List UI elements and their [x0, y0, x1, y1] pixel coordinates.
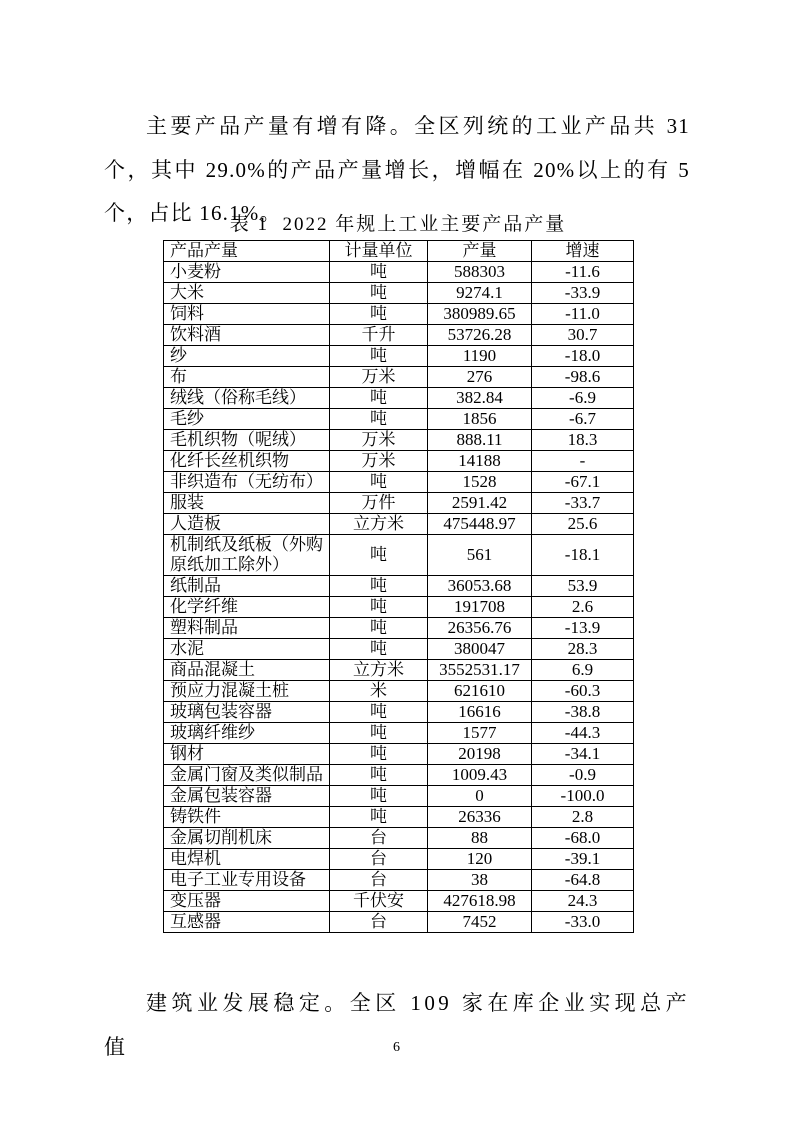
growth-cell: -34.1: [532, 744, 634, 765]
table-row: [164, 472, 634, 493]
unit-cell: 吨: [330, 576, 428, 597]
table-row: [164, 451, 634, 472]
growth-cell: 2.6: [532, 597, 634, 618]
growth-cell: -6.9: [532, 388, 634, 409]
output-cell: 2591.42: [428, 493, 532, 514]
unit-cell: 立方米: [330, 660, 428, 681]
growth-cell: -64.8: [532, 870, 634, 891]
table-header-row: [164, 241, 634, 262]
unit-cell: 台: [330, 912, 428, 933]
table-row: [164, 576, 634, 597]
table-row: [164, 535, 634, 576]
growth-cell: -44.3: [532, 723, 634, 744]
output-cell: 3552531.17: [428, 660, 532, 681]
table-row: [164, 849, 634, 870]
table-row: [164, 493, 634, 514]
output-cell: 191708: [428, 597, 532, 618]
table-row: [164, 660, 634, 681]
table-row: [164, 807, 634, 828]
growth-cell: -: [532, 451, 634, 472]
unit-cell: 吨: [330, 786, 428, 807]
header-unit: 计量单位: [330, 241, 428, 262]
output-cell: 9274.1: [428, 283, 532, 304]
growth-cell: -18.0: [532, 346, 634, 367]
product-name-cell: 毛纱: [164, 409, 330, 430]
product-name-cell: 毛机织物（呢绒）: [164, 430, 330, 451]
product-name-cell: 化学纤维: [164, 597, 330, 618]
output-cell: 26356.76: [428, 618, 532, 639]
product-name-cell: 塑料制品: [164, 618, 330, 639]
growth-cell: -33.7: [532, 493, 634, 514]
growth-cell: 25.6: [532, 514, 634, 535]
growth-cell: -0.9: [532, 765, 634, 786]
product-name-cell: 钢材: [164, 744, 330, 765]
output-cell: 38: [428, 870, 532, 891]
growth-cell: -11.6: [532, 262, 634, 283]
growth-cell: -68.0: [532, 828, 634, 849]
table-row: [164, 388, 634, 409]
unit-cell: 吨: [330, 262, 428, 283]
product-name-cell: 小麦粉: [164, 262, 330, 283]
unit-cell: 吨: [330, 535, 428, 576]
product-name-cell: 水泥: [164, 639, 330, 660]
unit-cell: 吨: [330, 346, 428, 367]
growth-cell: -33.9: [532, 283, 634, 304]
table-row: [164, 891, 634, 912]
product-name-cell: 商品混凝土: [164, 660, 330, 681]
unit-cell: 吨: [330, 472, 428, 493]
product-name-cell: 饮料酒: [164, 325, 330, 346]
product-name-cell: 人造板: [164, 514, 330, 535]
table-row: [164, 912, 634, 933]
table-row: [164, 870, 634, 891]
unit-cell: 台: [330, 870, 428, 891]
growth-cell: 18.3: [532, 430, 634, 451]
unit-cell: 千伏安: [330, 891, 428, 912]
unit-cell: 万件: [330, 493, 428, 514]
growth-cell: 24.3: [532, 891, 634, 912]
output-cell: 120: [428, 849, 532, 870]
product-name-cell: 互感器: [164, 912, 330, 933]
unit-cell: 吨: [330, 618, 428, 639]
growth-cell: 2.8: [532, 807, 634, 828]
unit-cell: 吨: [330, 702, 428, 723]
table-row: [164, 786, 634, 807]
table-row: [164, 283, 634, 304]
product-name-cell: 铸铁件: [164, 807, 330, 828]
unit-cell: 吨: [330, 639, 428, 660]
output-cell: 1190: [428, 346, 532, 367]
growth-cell: -38.8: [532, 702, 634, 723]
growth-cell: -18.1: [532, 535, 634, 576]
product-name-cell: 绒线（俗称毛线）: [164, 388, 330, 409]
header-growth: 增速: [532, 241, 634, 262]
output-cell: 20198: [428, 744, 532, 765]
unit-cell: 吨: [330, 723, 428, 744]
product-name-cell: 纱: [164, 346, 330, 367]
paragraph-body: 全区 109 家在库企业实现总产值: [104, 991, 690, 1059]
product-name-cell: 金属门窗及类似制品: [164, 765, 330, 786]
growth-cell: -6.7: [532, 409, 634, 430]
product-name-cell: 布: [164, 367, 330, 388]
paragraph-lead: 主要产品产量有增有降。: [146, 114, 415, 138]
paragraph-lead: 建筑业发展稳定。: [146, 991, 350, 1015]
growth-cell: -60.3: [532, 681, 634, 702]
unit-cell: 台: [330, 828, 428, 849]
growth-cell: 53.9: [532, 576, 634, 597]
unit-cell: 吨: [330, 807, 428, 828]
growth-cell: -67.1: [532, 472, 634, 493]
unit-cell: 米: [330, 681, 428, 702]
products-table-body: [164, 262, 634, 933]
output-cell: 26336: [428, 807, 532, 828]
table-row: [164, 262, 634, 283]
table-row: [164, 409, 634, 430]
growth-cell: -39.1: [532, 849, 634, 870]
growth-cell: 30.7: [532, 325, 634, 346]
output-cell: 16616: [428, 702, 532, 723]
paragraph-body: 全区列统的工业产品共 31 个，其中 29.0%的产品产量增长，增幅在 20%以上的有 5 个，占比 16.1%。: [104, 114, 690, 225]
output-cell: 382.84: [428, 388, 532, 409]
output-cell: 88: [428, 828, 532, 849]
output-cell: 276: [428, 367, 532, 388]
table-row: [164, 702, 634, 723]
output-cell: 380989.65: [428, 304, 532, 325]
product-name-cell: 大米: [164, 283, 330, 304]
table-row: [164, 618, 634, 639]
table-row: [164, 325, 634, 346]
header-product: 产品产量: [164, 241, 330, 262]
unit-cell: 千升: [330, 325, 428, 346]
product-name-cell: 金属包装容器: [164, 786, 330, 807]
product-name-cell: 玻璃包装容器: [164, 702, 330, 723]
unit-cell: 万米: [330, 430, 428, 451]
table-row: [164, 828, 634, 849]
unit-cell: 万米: [330, 367, 428, 388]
product-name-cell: 玻璃纤维纱: [164, 723, 330, 744]
product-name-cell: 预应力混凝土桩: [164, 681, 330, 702]
table-title: 表 1 2022 年规上工业主要产品产量: [229, 214, 567, 235]
table-row: [164, 367, 634, 388]
table-row: [164, 681, 634, 702]
page-number: 6: [393, 1040, 400, 1055]
growth-cell: -13.9: [532, 618, 634, 639]
unit-cell: 吨: [330, 388, 428, 409]
unit-cell: 吨: [330, 765, 428, 786]
table-row: [164, 346, 634, 367]
growth-cell: -98.6: [532, 367, 634, 388]
output-cell: 561: [428, 535, 532, 576]
output-cell: 588303: [428, 262, 532, 283]
output-cell: 888.11: [428, 430, 532, 451]
product-name-cell: 化纤长丝机织物: [164, 451, 330, 472]
growth-cell: -33.0: [532, 912, 634, 933]
unit-cell: 万米: [330, 451, 428, 472]
table-row: [164, 765, 634, 786]
table-row: [164, 597, 634, 618]
product-name-cell: 电焊机: [164, 849, 330, 870]
output-cell: 427618.98: [428, 891, 532, 912]
table-row: [164, 744, 634, 765]
table-row: [164, 639, 634, 660]
product-name-cell: 金属切削机床: [164, 828, 330, 849]
table-row: [164, 430, 634, 451]
growth-cell: 28.3: [532, 639, 634, 660]
unit-cell: 立方米: [330, 514, 428, 535]
output-cell: 14188: [428, 451, 532, 472]
growth-cell: -100.0: [532, 786, 634, 807]
output-cell: 621610: [428, 681, 532, 702]
product-name-cell: 服装: [164, 493, 330, 514]
output-cell: 1577: [428, 723, 532, 744]
unit-cell: 吨: [330, 304, 428, 325]
output-cell: 380047: [428, 639, 532, 660]
unit-cell: 吨: [330, 744, 428, 765]
products-table: [163, 240, 634, 933]
output-cell: 36053.68: [428, 576, 532, 597]
table-row: [164, 723, 634, 744]
product-name-cell: 电子工业专用设备: [164, 870, 330, 891]
unit-cell: 台: [330, 849, 428, 870]
output-cell: 53726.28: [428, 325, 532, 346]
header-output: 产量: [428, 241, 532, 262]
output-cell: 1856: [428, 409, 532, 430]
output-cell: 1009.43: [428, 765, 532, 786]
table-row: [164, 304, 634, 325]
unit-cell: 吨: [330, 597, 428, 618]
unit-cell: 吨: [330, 283, 428, 304]
product-name-cell: 饲料: [164, 304, 330, 325]
growth-cell: 6.9: [532, 660, 634, 681]
product-name-cell: 机制纸及纸板（外购原纸加工除外）: [164, 535, 330, 576]
table-row: [164, 514, 634, 535]
growth-cell: -11.0: [532, 304, 634, 325]
output-cell: 0: [428, 786, 532, 807]
product-name-cell: 变压器: [164, 891, 330, 912]
product-name-cell: 非织造布（无纺布）: [164, 472, 330, 493]
unit-cell: 吨: [330, 409, 428, 430]
product-name-cell: 纸制品: [164, 576, 330, 597]
output-cell: 475448.97: [428, 514, 532, 535]
output-cell: 7452: [428, 912, 532, 933]
output-cell: 1528: [428, 472, 532, 493]
